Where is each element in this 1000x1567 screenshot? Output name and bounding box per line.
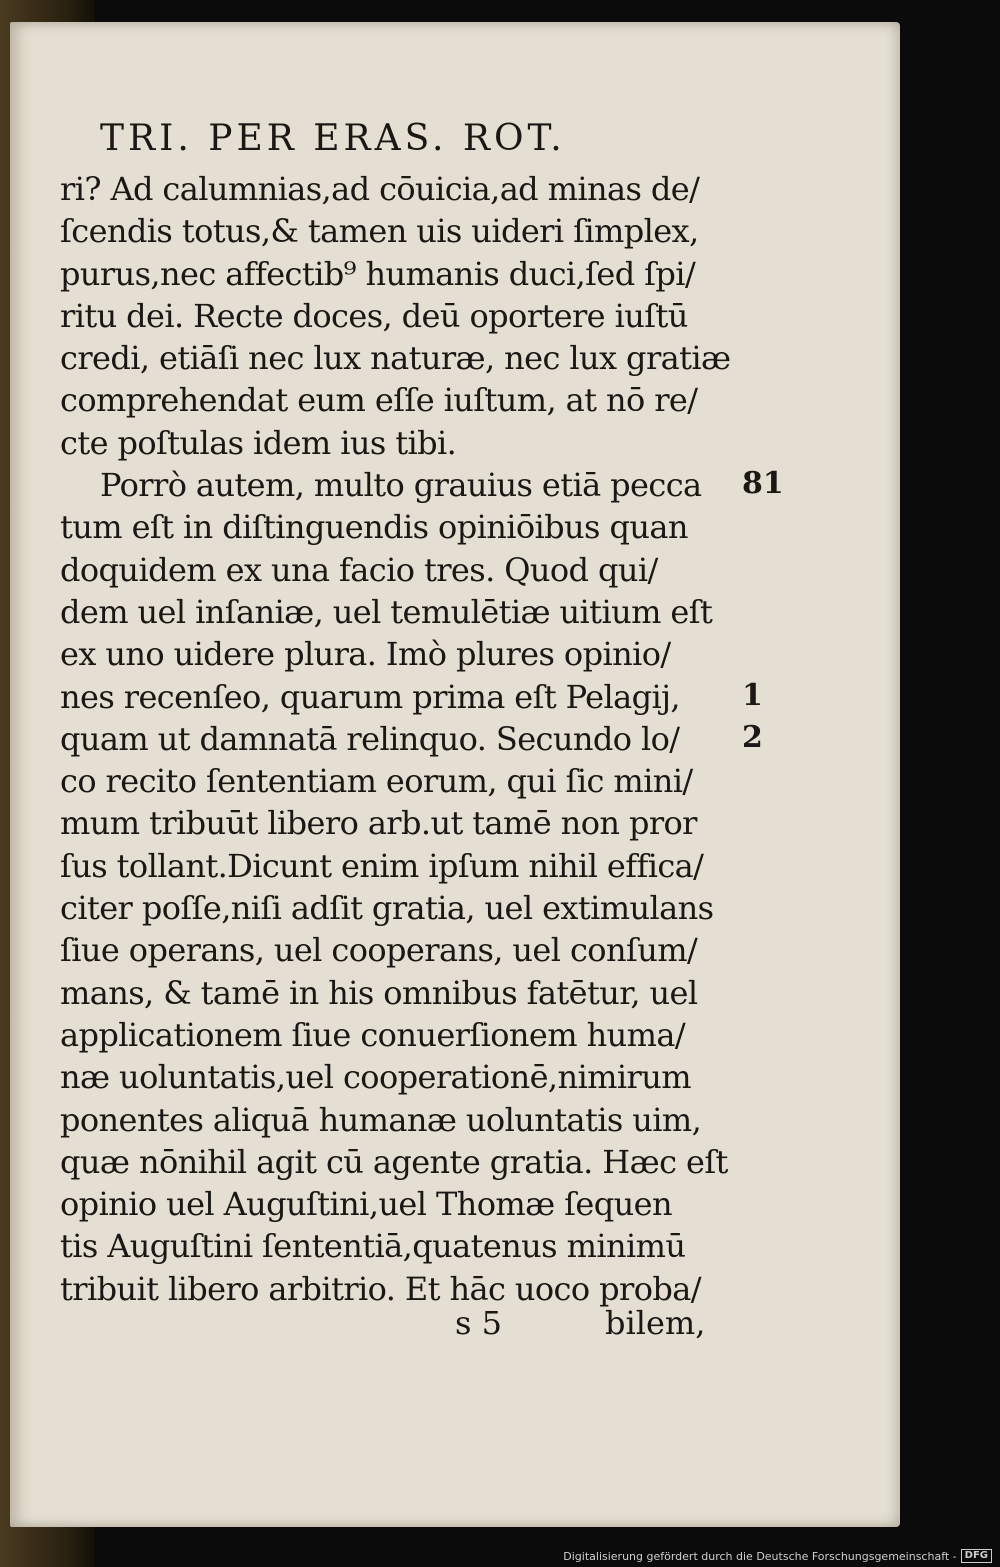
text-line: tum eſt in diſtinguendis opiniōibus quan	[60, 508, 688, 547]
text-line: opinio uel Auguſtini,uel Thomæ ſequen	[60, 1185, 672, 1224]
text-line: comprehendat eum eſſe iuſtum, at nō re/	[60, 381, 698, 420]
text-line: ſcendis totus,& tamen uis uideri ſimplex,	[60, 212, 699, 251]
text-line: dem uel inſaniæ, uel temulētiæ uitium eſt	[60, 592, 713, 631]
text-line: tribuit libero arbitrio. Et hāc uoco proba/	[60, 1269, 701, 1308]
text-line: applicationem ſiue conuerſionem huma/	[60, 1015, 686, 1054]
text-line: quam ut damnatā relinquo. Secundo lo/	[60, 719, 680, 758]
text-line: ritu dei. Recte doces, deū oportere iuſtū	[60, 296, 688, 335]
text-line: ex uno uidere plura. Imò plures opinio/	[60, 635, 671, 674]
text-line: purus,nec affectib⁹ humanis duci,ſed ſpi/	[60, 254, 696, 293]
signature-mark: s 5	[455, 1304, 502, 1342]
text-line: citer poſſe,niſi adſit gratia, uel extimulans	[60, 889, 714, 928]
text-line: quæ nōnihil agit cū agente gratia. Hæc eſt	[60, 1142, 728, 1181]
credit-text: Digitalisierung gefördert durch die Deutsche Forschungsgemeinschaft -	[563, 1549, 957, 1563]
text-line: ponentes aliquā humanæ uoluntatis uim,	[60, 1100, 702, 1139]
dfg-logo: DFG	[961, 1549, 992, 1563]
catchword: bilem,	[605, 1304, 706, 1342]
text-line: ſus tollant.Dicunt enim ipſum nihil effica/	[60, 846, 704, 885]
page-footer	[455, 1304, 725, 1348]
text-line: ſiue operans, uel cooperans, uel conſum/	[60, 931, 698, 970]
running-head: TRI. PER ERAS. ROT.	[100, 118, 566, 159]
text-line-paragraph-start: Porrò autem, multo grauius etiā pecca	[100, 466, 702, 505]
text-line: credi, etiāſi nec lux naturæ, nec lux gratiæ	[60, 339, 731, 378]
text-line: tis Auguſtini ſententiā,quatenus minimū	[60, 1227, 686, 1266]
margin-note-81: 81	[742, 466, 784, 501]
margin-note-1: 1	[742, 678, 763, 713]
digitization-credit	[563, 1547, 992, 1565]
text-line: nes recenſeo, quarum prima eſt Pelagij,	[60, 677, 681, 716]
text-line: mum tribuūt libero arb.ut tamē non pror	[60, 804, 697, 843]
margin-note-2: 2	[742, 720, 763, 755]
text-line: cte poſtulas idem ius tibi.	[60, 423, 457, 462]
text-line: co recito ſententiam eorum, qui ſic mini/	[60, 762, 693, 801]
text-line: ri? Ad calumnias,ad cōuicia,ad minas de/	[60, 170, 700, 208]
text-line: næ uoluntatis,uel cooperationē,nimirum	[60, 1058, 691, 1097]
text-line: doquidem ex una facio tres. Quod qui/	[60, 550, 658, 589]
body-text	[60, 168, 731, 1310]
text-line: mans, & tamē in his omnibus fatētur, uel	[60, 973, 698, 1012]
